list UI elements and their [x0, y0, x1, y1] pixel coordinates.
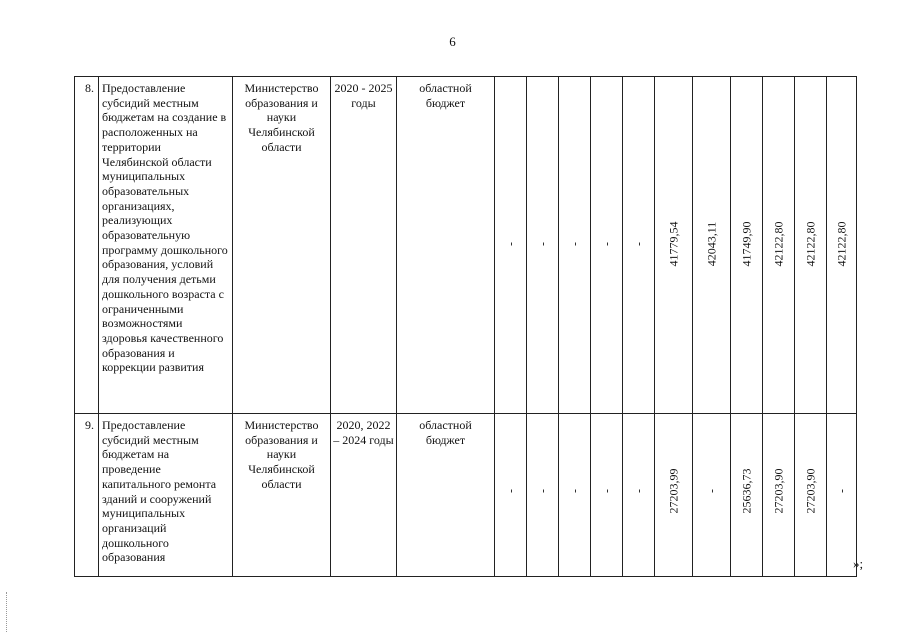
table-row	[75, 77, 857, 414]
value-cell	[731, 77, 763, 414]
value-cell	[623, 77, 655, 414]
value-text: -	[599, 242, 614, 246]
value-cell	[527, 414, 559, 577]
value-cell	[495, 414, 527, 577]
value-text: 41749,90	[739, 221, 754, 267]
value-cell	[591, 77, 623, 414]
period: 2020 - 2025 годы	[331, 77, 397, 414]
value-text: 42043,11	[704, 221, 719, 267]
value-text: 27203,90	[803, 468, 818, 514]
value-text: -	[834, 489, 849, 493]
value-text: -	[599, 489, 614, 493]
value-cell	[495, 77, 527, 414]
executor: Министерство образования и науки Челябинской области	[233, 414, 331, 577]
value-text: 42122,80	[771, 221, 786, 267]
row-number: 8.	[75, 77, 99, 414]
value-cell	[655, 414, 693, 577]
value-text: -	[567, 489, 582, 493]
value-cell	[795, 414, 827, 577]
budget-table	[74, 76, 857, 577]
value-text: 27203,99	[666, 468, 681, 514]
value-text: -	[535, 242, 550, 246]
measure-name: Предоставление субсидий местным бюджетам на создание в расположенных на территории Челябинской области муниципальных образовательных организациях, реализующих образовательную программу дошкольного образования, условий для получения детьми дошкольного возраста с ограниченными возможностями здоровья качественного образования и коррекции развития	[99, 77, 233, 414]
value-cell	[731, 414, 763, 577]
margin-dots	[6, 592, 9, 632]
value-cell	[763, 77, 795, 414]
value-cell	[655, 77, 693, 414]
value-cell	[527, 77, 559, 414]
executor: Министерство образования и науки Челябинской области	[233, 77, 331, 414]
value-text: -	[535, 489, 550, 493]
value-text: 42122,80	[803, 221, 818, 267]
period: 2020, 2022 – 2024 годы	[331, 414, 397, 577]
value-cell	[623, 414, 655, 577]
value-text: -	[567, 242, 582, 246]
table-row	[75, 414, 857, 577]
funding-source: областной бюджет	[397, 414, 495, 577]
value-text: 41779,54	[666, 221, 681, 267]
value-cell	[795, 77, 827, 414]
value-cell	[763, 414, 795, 577]
value-text: 25636,73	[739, 468, 754, 514]
value-text: -	[631, 489, 646, 493]
value-text: -	[631, 242, 646, 246]
page-number: 6	[449, 34, 456, 49]
value-text: -	[704, 489, 719, 493]
row-number: 9.	[75, 414, 99, 577]
value-cell	[591, 414, 623, 577]
value-text: -	[503, 242, 518, 246]
funding-source: областной бюджет	[397, 77, 495, 414]
value-text: -	[503, 489, 518, 493]
value-cell	[693, 414, 731, 577]
measure-name: Предоставление субсидий местным бюджетам на проведение капитального ремонта зданий и сооружений муниципальных организаций дошкольного образования	[99, 414, 233, 577]
value-cell	[559, 77, 591, 414]
value-text: 42122,80	[834, 221, 849, 267]
closing-quote-mark: »;	[853, 556, 864, 571]
value-cell	[827, 414, 857, 577]
value-cell	[693, 77, 731, 414]
value-text: 27203,90	[771, 468, 786, 514]
value-cell	[559, 414, 591, 577]
value-cell	[827, 77, 857, 414]
